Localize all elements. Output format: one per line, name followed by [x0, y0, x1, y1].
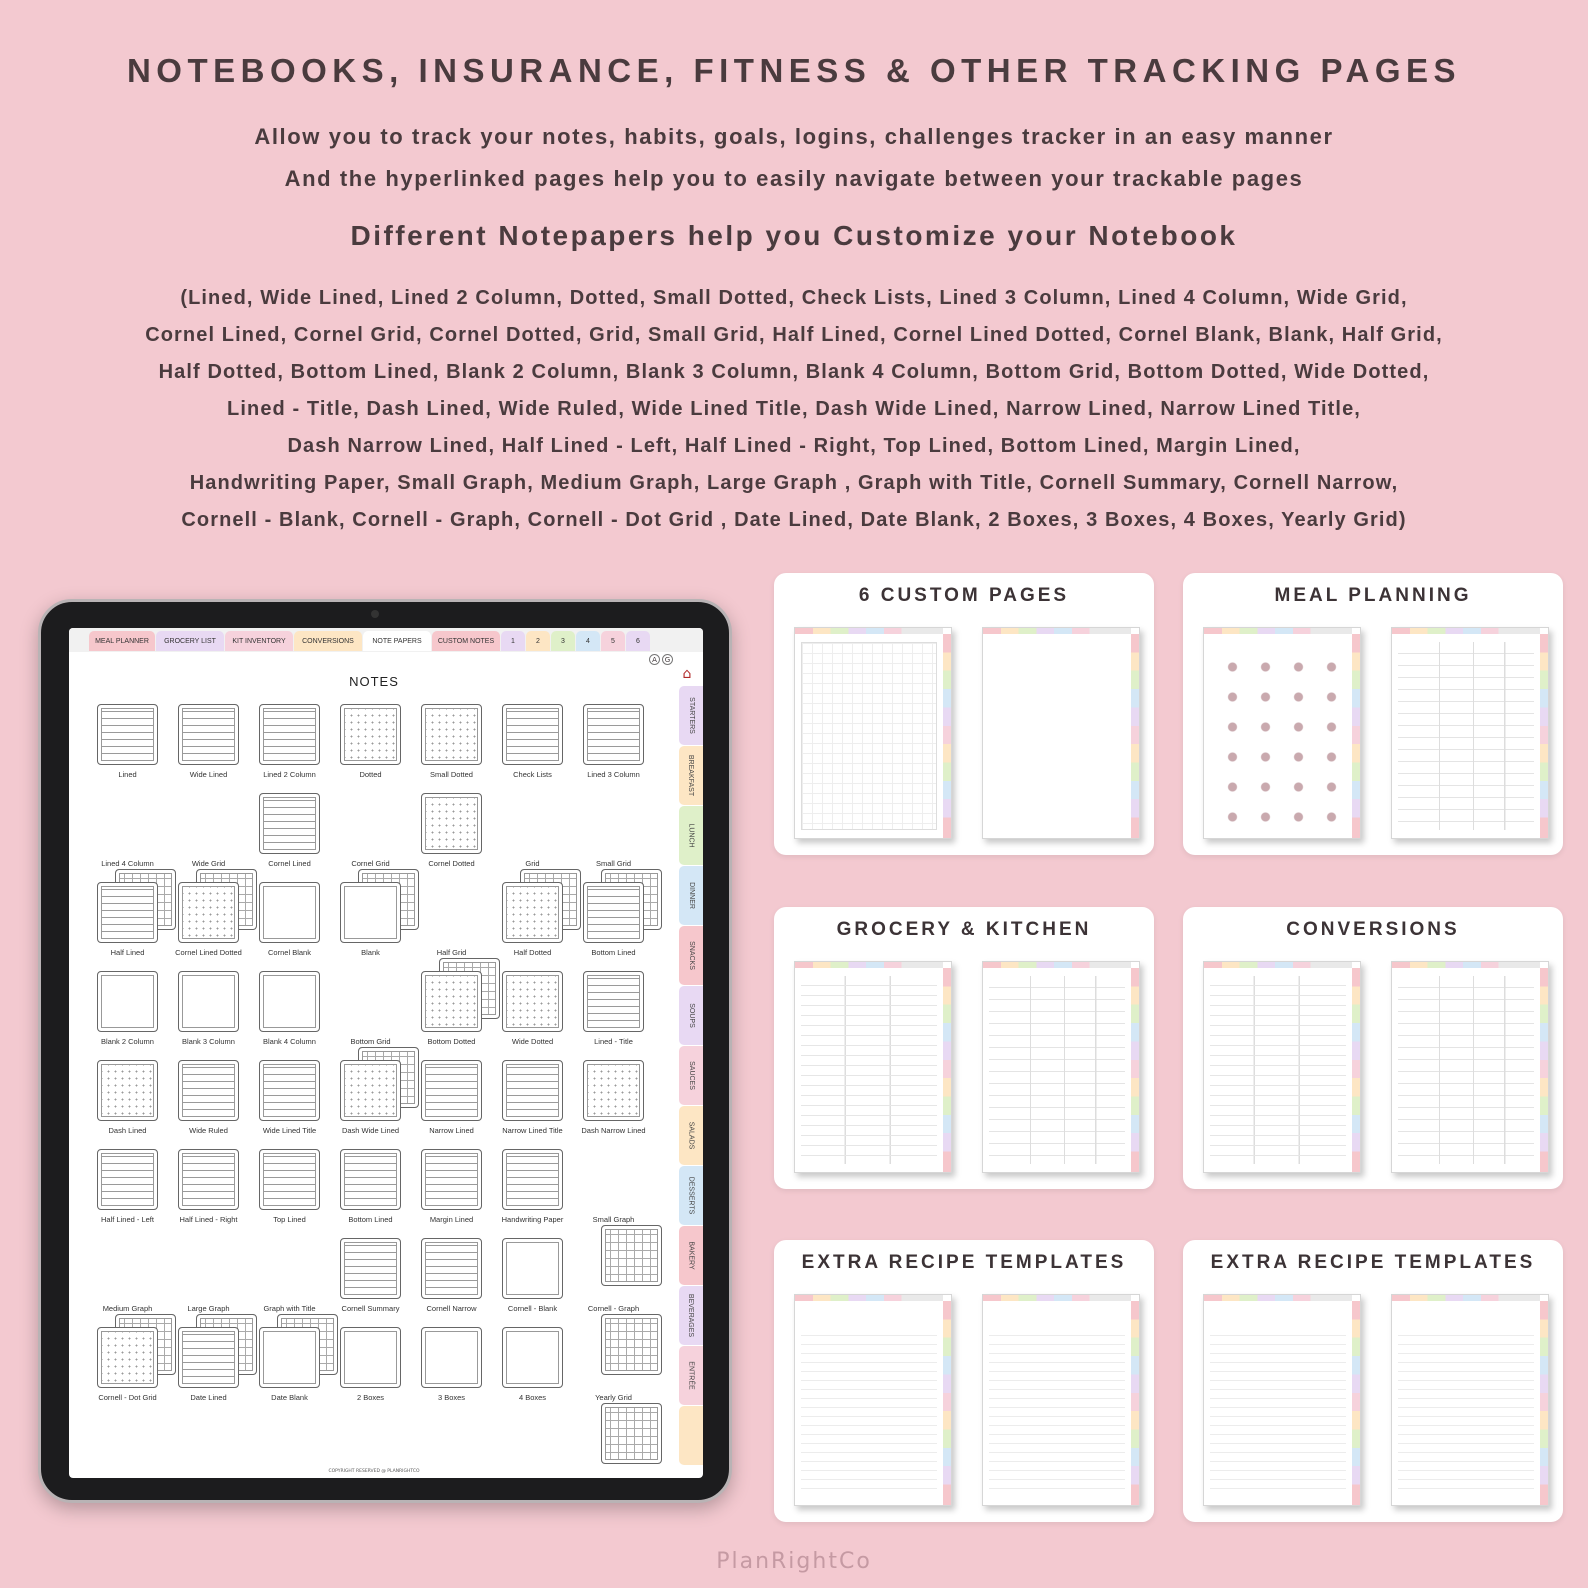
- notepaper-thumbnail: [97, 971, 158, 1032]
- notepaper-item[interactable]: [411, 793, 492, 868]
- notepaper-label: Narrow Lined: [429, 1126, 474, 1135]
- notepaper-item[interactable]: [168, 1238, 249, 1313]
- notepaper-item[interactable]: [87, 971, 168, 1046]
- notepaper-thumbnail: [421, 1149, 482, 1210]
- notepaper-label: Date Blank: [271, 1393, 308, 1402]
- notepaper-label: Half Lined - Right: [179, 1215, 238, 1224]
- preview-card-title: EXTRA RECIPE TEMPLATES: [1210, 1252, 1536, 1273]
- notepaper-list-line: Cornel Lined, Cornel Grid, Cornel Dotted, Grid, Small Grid, Half Lined, Cornel Lined Dotted, Cornel Blank, Blank, Half Grid,: [145, 324, 1443, 346]
- notepaper-label: Wide Dotted: [511, 1037, 554, 1046]
- notepaper-label: Lined 2 Column: [263, 770, 316, 779]
- notepaper-item[interactable]: [87, 1238, 168, 1313]
- tab-note-papers[interactable]: NOTE PAPERS: [363, 631, 431, 651]
- notepaper-label: Cornell Summary: [341, 1304, 400, 1313]
- notepaper-label: Small Dotted: [430, 770, 473, 779]
- notepaper-thumbnail: [583, 1060, 644, 1121]
- notepaper-label: Bottom Lined: [591, 948, 636, 957]
- camera-icon: [371, 610, 379, 618]
- side-tab-label: DESSERTS: [687, 1176, 695, 1215]
- notepaper-item[interactable]: [330, 1060, 411, 1135]
- home-icon[interactable]: ⌂: [682, 666, 692, 682]
- tablet-device: [38, 599, 732, 1503]
- notepaper-item[interactable]: [168, 793, 249, 868]
- notepaper-label: Check Lists: [513, 770, 552, 779]
- side-tab-starters[interactable]: [679, 686, 703, 745]
- side-tab-salads[interactable]: [679, 1106, 703, 1165]
- notepaper-label: Blank: [361, 948, 380, 957]
- side-tab-bar: [679, 686, 703, 1466]
- preview-card: [1183, 907, 1563, 1189]
- page-preview: [1203, 627, 1361, 839]
- notepaper-label: Margin Lined: [429, 1215, 474, 1224]
- page-preview: [794, 627, 952, 839]
- notepaper-item[interactable]: [330, 704, 411, 779]
- notepaper-label: Blank 2 Column: [101, 1037, 154, 1046]
- toggle-group: [649, 654, 673, 665]
- notepaper-item[interactable]: [249, 704, 330, 779]
- notepaper-label: Cornel Dotted: [428, 859, 475, 868]
- notepaper-list-line: Lined - Title, Dash Lined, Wide Ruled, Wide Lined Title, Dash Wide Lined, Narrow Lined, Narrow Lined Title,: [227, 398, 1361, 420]
- page-preview: [1391, 961, 1549, 1173]
- notepaper-label: Grid: [525, 859, 540, 868]
- section-subtitle: Different Notepapers help you Customize your Notebook: [350, 220, 1238, 251]
- preview-card-title: CONVERSIONS: [1286, 919, 1460, 940]
- side-tab-label: LUNCH: [687, 823, 695, 848]
- notepaper-label: Half Lined: [110, 948, 145, 957]
- notepaper-list-line: Half Dotted, Bottom Lined, Blank 2 Column, Blank 3 Column, Blank 4 Column, Bottom Grid, Bottom Dotted, Wide Dotted,: [158, 361, 1430, 383]
- tab-3[interactable]: 3: [551, 631, 575, 651]
- notepaper-label: Half Grid: [436, 948, 467, 957]
- notepaper-label: Date Lined: [190, 1393, 227, 1402]
- tab-kit-inventory[interactable]: KIT INVENTORY: [225, 631, 293, 651]
- notepaper-item[interactable]: [168, 1327, 249, 1402]
- notepaper-item[interactable]: [330, 1238, 411, 1313]
- notepaper-thumbnail: [178, 1149, 239, 1210]
- notepaper-thumbnail: [421, 1327, 482, 1388]
- notepaper-label: Wide Lined Title: [262, 1126, 317, 1135]
- notepaper-thumbnail: [340, 704, 401, 765]
- preview-card-title: EXTRA RECIPE TEMPLATES: [801, 1252, 1127, 1273]
- notepaper-item[interactable]: [492, 793, 573, 868]
- notepaper-item[interactable]: [168, 882, 249, 957]
- side-tab-beverages[interactable]: [679, 1286, 703, 1345]
- intro-line-2: And the hyperlinked pages help you to easily navigate between your trackable pages: [284, 166, 1304, 191]
- notepaper-thumbnail: [97, 1149, 158, 1210]
- notepaper-thumbnail: [259, 793, 320, 854]
- notepaper-item[interactable]: [573, 971, 654, 1046]
- notepaper-thumbnail: [421, 793, 482, 854]
- notepaper-item[interactable]: [492, 1327, 573, 1402]
- notepaper-thumbnail: [259, 1060, 320, 1121]
- notepaper-label: Cornell - Graph: [587, 1304, 640, 1313]
- side-tab-extra[interactable]: [679, 1406, 703, 1465]
- tab-grocery-list[interactable]: GROCERY LIST: [156, 631, 224, 651]
- notepaper-item[interactable]: [411, 1149, 492, 1224]
- notepaper-label: Yearly Grid: [595, 1393, 632, 1402]
- notepaper-list-line: (Lined, Wide Lined, Lined 2 Column, Dotted, Small Dotted, Check Lists, Lined 3 Column, Lined 4 Column, Wide Grid,: [180, 287, 1408, 309]
- notepaper-thumbnail: [178, 704, 239, 765]
- side-tab-sauces[interactable]: [679, 1046, 703, 1105]
- side-tab-label: BEVERAGES: [687, 1293, 695, 1338]
- notepaper-label: Wide Ruled: [189, 1126, 228, 1135]
- side-tab-label: SALADS: [687, 1121, 695, 1150]
- notepaper-thumbnail: [97, 882, 158, 943]
- tab-2[interactable]: 2: [526, 631, 550, 651]
- page-preview: [1203, 961, 1361, 1173]
- notepaper-thumbnail: [178, 1060, 239, 1121]
- notepaper-item[interactable]: [411, 1238, 492, 1313]
- page-title: NOTEBOOKS, INSURANCE, FITNESS & OTHER TRACKING PAGES: [126, 52, 1462, 89]
- notepaper-thumbnail: [340, 1149, 401, 1210]
- notepaper-thumbnail: [502, 1327, 563, 1388]
- notepaper-label: Large Graph: [187, 1304, 230, 1313]
- tab-5[interactable]: 5: [601, 631, 625, 651]
- notepaper-item[interactable]: [492, 882, 573, 957]
- notepaper-label: Cornell - Blank: [507, 1304, 558, 1313]
- side-tab-entrée[interactable]: [679, 1346, 703, 1405]
- side-tab-label: SAUCES: [687, 1061, 695, 1090]
- preview-card: [774, 573, 1154, 855]
- notepaper-label: Bottom Dotted: [427, 1037, 476, 1046]
- page-preview: [1391, 1294, 1549, 1506]
- notepaper-item[interactable]: [249, 1149, 330, 1224]
- notepaper-item[interactable]: [330, 1327, 411, 1402]
- notepaper-item[interactable]: [168, 971, 249, 1046]
- notepaper-label: Dotted: [359, 770, 382, 779]
- notepaper-thumbnail: [97, 1327, 158, 1388]
- notepaper-label: Bottom Lined: [348, 1215, 393, 1224]
- notepaper-thumbnail: [502, 1238, 563, 1299]
- notepaper-item[interactable]: [573, 704, 654, 779]
- tab-custom-notes[interactable]: CUSTOM NOTES: [432, 631, 500, 651]
- notepaper-thumbnail: [259, 882, 320, 943]
- notepaper-label: Dash Lined: [108, 1126, 147, 1135]
- notepaper-item[interactable]: [249, 882, 330, 957]
- tab-4[interactable]: 4: [576, 631, 600, 651]
- notepaper-label: Wide Grid: [191, 859, 226, 868]
- notepaper-item[interactable]: [87, 793, 168, 868]
- notepaper-item[interactable]: [249, 1327, 330, 1402]
- notepaper-list-line: Dash Narrow Lined, Half Lined - Left, Half Lined - Right, Top Lined, Bottom Lined, Margin Lined,: [287, 435, 1301, 457]
- notepaper-thumbnail: [340, 1060, 401, 1121]
- preview-card: [1183, 573, 1563, 855]
- tab-6[interactable]: 6: [626, 631, 650, 651]
- notepaper-thumbnail: [421, 1060, 482, 1121]
- side-tab-breakfast[interactable]: [679, 746, 703, 805]
- notepaper-item[interactable]: [249, 793, 330, 868]
- notepaper-thumbnail: [502, 882, 563, 943]
- notepaper-label: Cornel Lined Dotted: [175, 948, 242, 957]
- notepaper-label: Dash Narrow Lined: [581, 1126, 646, 1135]
- intro-line-1: Allow you to track your notes, habits, goals, logins, challenges tracker in an easy manner: [254, 124, 1334, 149]
- tab-conversions[interactable]: CONVERSIONS: [294, 631, 362, 651]
- notepaper-thumbnail: [259, 704, 320, 765]
- notepaper-thumbnail: [421, 1238, 482, 1299]
- notepaper-thumbnail: [502, 704, 563, 765]
- notepaper-label: Lined 4 Column: [101, 859, 154, 868]
- notepaper-item[interactable]: [249, 1238, 330, 1313]
- notepaper-label: Narrow Lined Title: [502, 1126, 563, 1135]
- notepaper-label: Small Grid: [595, 859, 631, 868]
- notepaper-item[interactable]: [330, 882, 411, 957]
- notepaper-label: 2 Boxes: [356, 1393, 385, 1402]
- notepaper-item[interactable]: [249, 1060, 330, 1135]
- notepaper-label: 3 Boxes: [437, 1393, 466, 1402]
- notepaper-item[interactable]: [573, 1060, 654, 1135]
- page-preview: [982, 961, 1140, 1173]
- notepaper-label: Blank 4 Column: [263, 1037, 316, 1046]
- notepaper-thumbnail: [502, 1060, 563, 1121]
- tab-1[interactable]: 1: [501, 631, 525, 651]
- notepaper-thumbnail: [97, 1060, 158, 1121]
- notepaper-label: Half Dotted: [513, 948, 552, 957]
- notepaper-list: [40, 280, 1548, 539]
- side-tab-soups[interactable]: [679, 986, 703, 1045]
- notepaper-label: Cornel Grid: [351, 859, 390, 868]
- notepaper-label: Cornell - Dot Grid: [98, 1393, 157, 1402]
- notepaper-item[interactable]: [411, 704, 492, 779]
- notepaper-thumbnail: [340, 1238, 401, 1299]
- notepaper-label: Dash Wide Lined: [341, 1126, 400, 1135]
- notepaper-label: Cornel Blank: [268, 948, 311, 957]
- preview-card-title: 6 CUSTOM PAGES: [858, 585, 1070, 606]
- notepaper-thumbnail: [421, 704, 482, 765]
- notepaper-thumbnail: [178, 882, 239, 943]
- notepaper-item[interactable]: [492, 971, 573, 1046]
- notes-heading: NOTES: [349, 674, 399, 689]
- notepaper-item[interactable]: [249, 971, 330, 1046]
- notepaper-item[interactable]: [411, 1060, 492, 1135]
- top-tab-bar: [69, 628, 703, 652]
- notepaper-item[interactable]: [168, 704, 249, 779]
- notepaper-item[interactable]: [492, 1060, 573, 1135]
- notepaper-label: Lined: [118, 770, 137, 779]
- side-tab-snacks[interactable]: [679, 926, 703, 985]
- notepaper-label: Medium Graph: [102, 1304, 153, 1313]
- notepaper-item[interactable]: [411, 971, 492, 1046]
- notepaper-item[interactable]: [411, 1327, 492, 1402]
- notepaper-label: Handwriting Paper: [501, 1215, 564, 1224]
- preview-card-title: GROCERY & KITCHEN: [836, 919, 1092, 940]
- page-preview: [982, 1294, 1140, 1506]
- tab-meal-planner[interactable]: MEAL PLANNER: [89, 631, 155, 651]
- brand-watermark: PlanRightCo: [716, 1549, 872, 1574]
- notepaper-label: Blank 3 Column: [182, 1037, 235, 1046]
- side-tab-bakery[interactable]: [679, 1226, 703, 1285]
- notepaper-item[interactable]: [492, 704, 573, 779]
- preview-card: [774, 1240, 1154, 1522]
- side-tab-label: SNACKS: [687, 941, 695, 970]
- preview-card-title: MEAL PLANNING: [1274, 585, 1472, 606]
- notepaper-item[interactable]: [168, 1060, 249, 1135]
- notepaper-label: 4 Boxes: [518, 1393, 547, 1402]
- notepaper-label: Cornell Narrow: [426, 1304, 477, 1313]
- notepaper-item[interactable]: [87, 1327, 168, 1402]
- notepaper-item[interactable]: [492, 1238, 573, 1313]
- page-preview: [794, 961, 952, 1173]
- notepaper-thumbnail: [178, 971, 239, 1032]
- notepaper-item[interactable]: [573, 793, 654, 868]
- notepaper-thumbnail: [178, 1327, 239, 1388]
- toggle-a-button[interactable]: A: [649, 654, 660, 665]
- notepaper-thumbnail: [340, 1327, 401, 1388]
- notepaper-thumbnail: [583, 882, 644, 943]
- notepaper-label: Cornel Lined: [268, 859, 311, 868]
- notepaper-item[interactable]: [87, 1060, 168, 1135]
- side-tab-label: BAKERY: [687, 1241, 695, 1270]
- notepaper-item[interactable]: [411, 882, 492, 957]
- tablet-screen: [69, 628, 703, 1478]
- notepaper-thumbnail: [583, 704, 644, 765]
- copyright-text: COPYRIGHT RESERVED @ PLANRIGHTCO: [328, 1469, 420, 1474]
- page-preview: [982, 627, 1140, 839]
- preview-card: [774, 907, 1154, 1189]
- notepaper-item[interactable]: [492, 1149, 573, 1224]
- notepaper-item[interactable]: [168, 1149, 249, 1224]
- notepaper-thumbnail: [259, 971, 320, 1032]
- notepaper-label: Lined 3 Column: [587, 770, 640, 779]
- notepaper-thumbnail: [583, 971, 644, 1032]
- notepaper-item[interactable]: [87, 1149, 168, 1224]
- page-preview: [1391, 627, 1549, 839]
- notepaper-item[interactable]: [330, 1149, 411, 1224]
- notepaper-thumbnail: [601, 1225, 662, 1286]
- notepaper-thumbnail: [259, 1327, 320, 1388]
- notepaper-item[interactable]: [87, 704, 168, 779]
- notepaper-label: Top Lined: [273, 1215, 306, 1224]
- notepaper-list-line: Cornell - Blank, Cornell - Graph, Cornell - Dot Grid , Date Lined, Date Blank, 2 Boxes, 3 Boxes, 4 Boxes, Yearly Grid): [181, 509, 1407, 531]
- notepaper-label: Bottom Grid: [350, 1037, 391, 1046]
- side-tab-label: BREAKFAST: [687, 754, 695, 797]
- notepaper-thumbnail: [97, 704, 158, 765]
- toggle-g-button[interactable]: G: [662, 654, 673, 665]
- notepaper-item[interactable]: [87, 882, 168, 957]
- notepaper-thumbnail: [259, 1149, 320, 1210]
- notepaper-grid: [87, 704, 667, 1402]
- preview-card: [1183, 1240, 1563, 1522]
- notepaper-item[interactable]: [573, 882, 654, 957]
- notepaper-thumbnail: [421, 971, 482, 1032]
- side-tab-dinner[interactable]: [679, 866, 703, 925]
- notepaper-item[interactable]: [330, 793, 411, 868]
- page-preview: [1203, 1294, 1361, 1506]
- notepaper-thumbnail: [601, 1314, 662, 1375]
- notepaper-label: Wide Lined: [189, 770, 228, 779]
- side-tab-label: DINNER: [687, 882, 695, 909]
- notepaper-label: Lined - Title: [594, 1037, 633, 1046]
- notepaper-list-line: Handwriting Paper, Small Graph, Medium Graph, Large Graph , Graph with Title, Cornell Summary, Cornell Narrow,: [189, 472, 1399, 494]
- notepaper-label: Graph with Title: [263, 1304, 316, 1313]
- notepaper-thumbnail: [502, 1149, 563, 1210]
- side-tab-label: SOUPS: [687, 1003, 695, 1028]
- side-tab-label: STARTERS: [687, 697, 695, 734]
- notepaper-item[interactable]: [573, 1149, 654, 1224]
- side-tab-label: ENTRÉE: [687, 1361, 695, 1390]
- notepaper-label: Half Lined - Left: [101, 1215, 154, 1224]
- notepaper-label: Small Graph: [592, 1215, 635, 1224]
- notepaper-thumbnail: [340, 882, 401, 943]
- notepaper-item[interactable]: [330, 971, 411, 1046]
- notepaper-thumbnail: [502, 971, 563, 1032]
- page-preview: [794, 1294, 952, 1506]
- side-tab-lunch[interactable]: [679, 806, 703, 865]
- side-tab-desserts[interactable]: [679, 1166, 703, 1225]
- notepaper-thumbnail: [601, 1403, 662, 1464]
